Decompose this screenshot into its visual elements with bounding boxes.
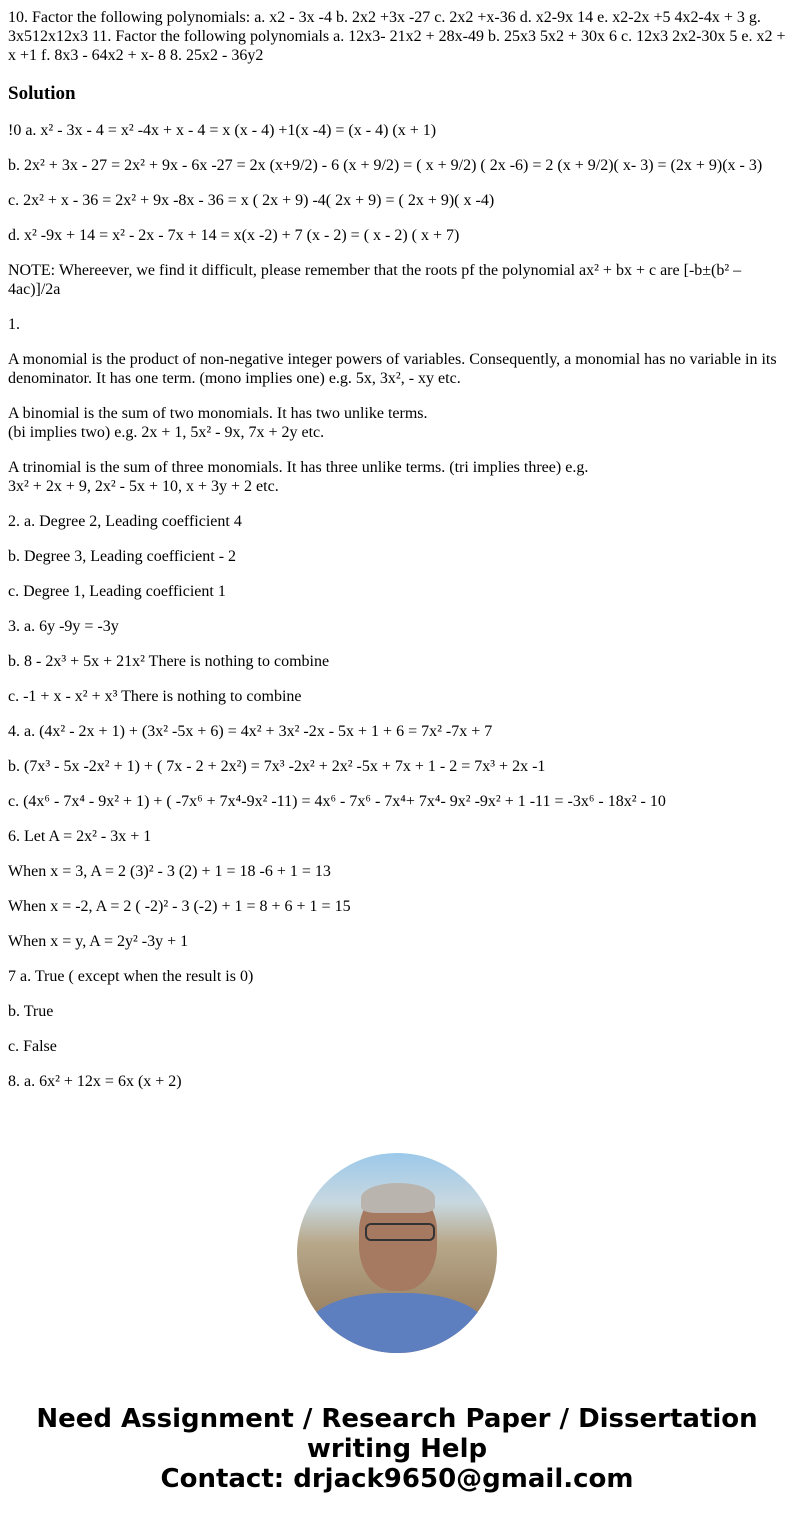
footer-help-text: Need Assignment / Research Paper / Dissertation writing Help [36,1404,758,1464]
solution-line: A binomial is the sum of two monomials. It has two unlike terms. (bi implies two) e.g. 2x + 1, 5x² - 9x, 7x + 2y etc. [8,405,428,441]
footer-contact: Contact: drjack9650@gmail.com [160,1464,634,1494]
solution-line: b. (7x³ - 5x -2x² + 1) + ( 7x - 2 + 2x²) = 7x³ -2x² + 2x² -5x + 7x + 1 - 2 = 7x³ + 2x -1 [8,758,546,775]
solution-heading: Solution [8,83,76,104]
footer-banner [0,1404,794,1494]
photo-glasses [365,1223,435,1241]
solution-line: c. (4x⁶ - 7x⁴ - 9x² + 1) + ( -7x⁶ + 7x⁴-9x² -11) = 4x⁶ - 7x⁶ - 7x⁴+ 7x⁴- 9x² -9x² + 1 -11 = -3x⁶ - 18x² - 10 [8,793,666,810]
photo-hair [361,1183,435,1213]
solution-line: When x = 3, A = 2 (3)² - 3 (2) + 1 = 18 -6 + 1 = 13 [8,863,331,880]
solution-line: 4. a. (4x² - 2x + 1) + (3x² -5x + 6) = 4x² + 3x² -2x - 5x + 1 + 6 = 7x² -7x + 7 [8,723,493,740]
solution-lines [8,121,786,1091]
solution-line: A monomial is the product of non-negative integer powers of variables. Consequently, a monomial has no variable in its denominator. It has one term. (mono implies one) e.g. 5x, 3x², - xy etc. [8,351,777,387]
solution-line: b. True [8,1003,54,1020]
solution-line: A trinomial is the sum of three monomials. It has three unlike terms. (tri implies three) e.g. 3x² + 2x + 9, 2x² - 5x + 10, x + 3y + 2 etc. [8,459,589,495]
question-text: 10. Factor the following polynomials: a. x2 - 3x -4 b. 2x2 +3x -27 c. 2x2 +x-36 d. x2-9x 14 e. x2-2x +5 4x2-4x + 3 g. 3x512x12x3 11. Factor the following polynomials a. 12x3- 21x2 + 28x-49 b. 25x3 5x2 + 30x 6 c. 12x3 2x2-30x 5 e. x2 + x +1 f. 8x3 - 64x2 + x- 8 8. 25x2 - 36y2 [8,9,786,64]
solution-line: 6. Let A = 2x² - 3x + 1 [8,828,152,845]
solution-line: d. x² -9x + 14 = x² - 2x - 7x + 14 = x(x -2) + 7 (x - 2) = ( x - 2) ( x + 7) [8,227,460,244]
solution-line: c. -1 + x - x² + x³ There is nothing to combine [8,688,302,705]
document-body [8,0,786,1122]
solution-line: 2. a. Degree 2, Leading coefficient 4 [8,513,242,530]
solution-line: 7 a. True ( except when the result is 0) [8,968,254,985]
solution-line: c. False [8,1038,57,1055]
solution-line: b. Degree 3, Leading coefficient - 2 [8,548,237,565]
solution-line: 8. a. 6x² + 12x = 6x (x + 2) [8,1073,182,1090]
solution-line: c. Degree 1, Leading coefficient 1 [8,583,226,600]
solution-line: b. 8 - 2x³ + 5x + 21x² There is nothing to combine [8,653,330,670]
solution-line: NOTE: Whereever, we find it difficult, please remember that the roots pf the polynomial ax² + bx + c are [-b±(b² – 4ac)]/2a [8,262,742,298]
solution-line: c. 2x² + x - 36 = 2x² + 9x -8x - 36 = x ( 2x + 9) -4( 2x + 9) = ( 2x + 9)( x -4) [8,192,495,209]
author-photo [297,1153,497,1353]
solution-line: !0 a. x² - 3x - 4 = x² -4x + x - 4 = x (x - 4) +1(x -4) = (x - 4) (x + 1) [8,122,437,139]
solution-line: 3. a. 6y -9y = -3y [8,618,119,635]
solution-line: 1. [8,316,20,333]
photo-shirt [307,1293,487,1353]
solution-line: When x = -2, A = 2 ( -2)² - 3 (-2) + 1 = 8 + 6 + 1 = 15 [8,898,351,915]
solution-line: b. 2x² + 3x - 27 = 2x² + 9x - 6x -27 = 2x (x+9/2) - 6 (x + 9/2) = ( x + 9/2) ( 2x -6) = 2 (x + 9/2)( x- 3) = (2x + 9)(x - 3) [8,157,763,174]
solution-line: When x = y, A = 2y² -3y + 1 [8,933,189,950]
